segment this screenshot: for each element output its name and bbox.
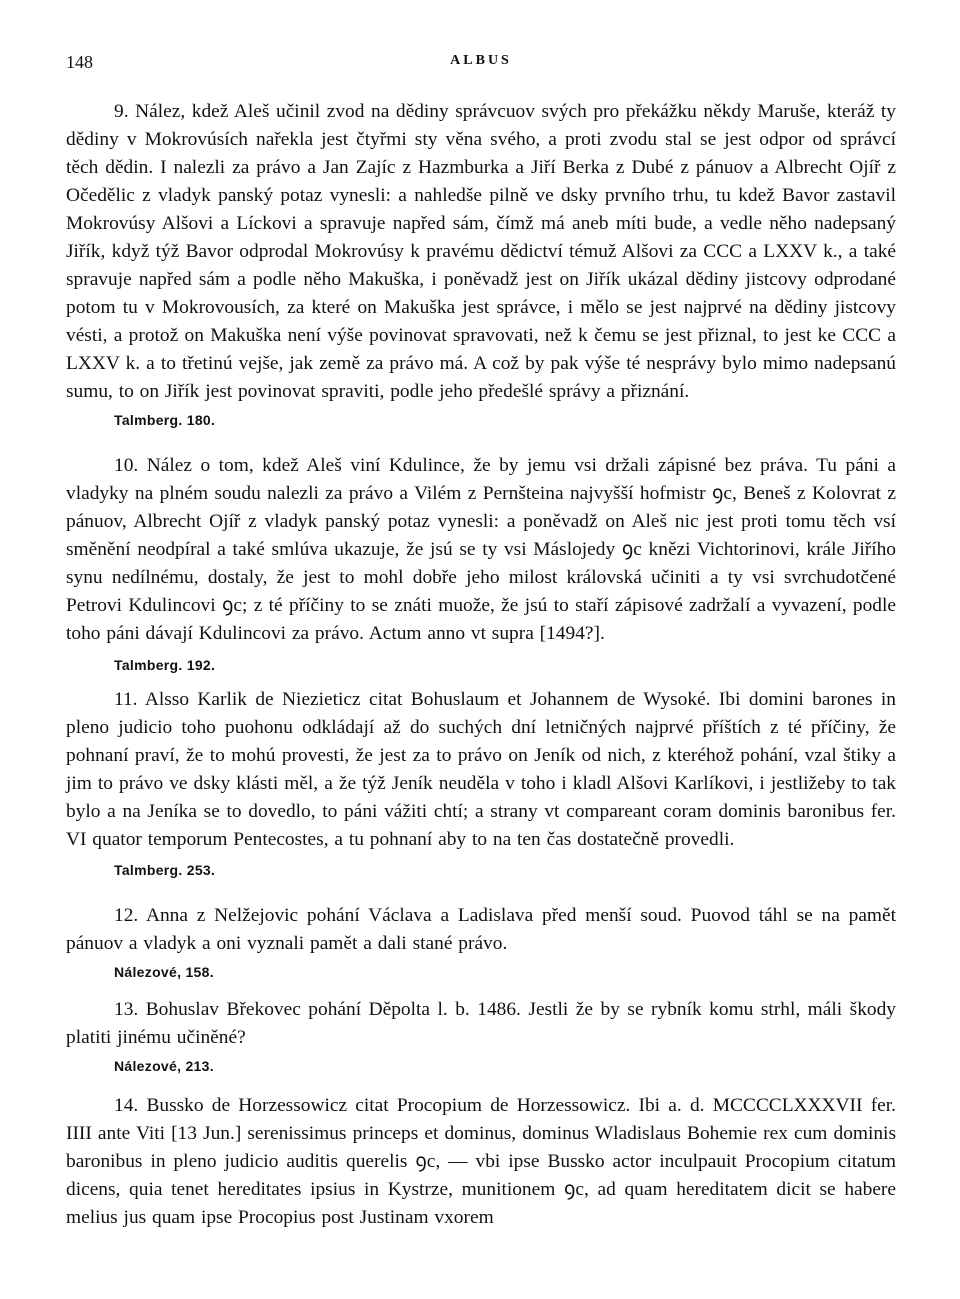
page-number: 148 (66, 52, 93, 72)
entry-source: Talmberg. 192. (114, 657, 216, 673)
entry-text: 11. Alsso Karlik de Niezieticz citat Bohuslaum et Johannem de Wysoké. Ibi domini barones in pleno judicio toho puohonu odkládají až do suchých dní letničných najprvé příštích z té příčiny, že pohnaní praví, že to mohú provesti, že jest za to právo on Jeník od nich, z kteréhož pohání, vzal štiky a jim to právo ve dsky klásti měl, a že týž Jeník neuděla v toho i kladl Alšovi Karlíkovi, i jestližeby to tak bylo a na Jeníka se to dovedlo, to páni vážiti chtí; a strany vt compareant coram dominis baronibus fer. VI quator temporum Pentecostes, a tu pohnaní aby to na ten čas dostatečně provedli. (66, 689, 896, 850)
entry-source: Talmberg. 180. (114, 412, 216, 428)
entry-text: 9. Nález, kdež Aleš učinil zvod na dědiny správcuov svých pro překážku někdy Maruše, kteráž ty dědiny v Mokrovúsích nařekla jest čtyřmi sty věna svého, a proti zvodu stal se jest odpor od správcí těch dědin. I nalezli za právo a Jan Zajíc z Hazmburka a Jiří Berka z Dubé z pánuov a Albrecht Ojíř z Očedělic z vladyk panský potaz vynesli: a nahledše pilně ve dsky prvního trhu, tu kdež Bavor zastavil Mokrovúsy Alšovi a Líckovi a spravuje napřed sám, čímž má aneb míti bude, a vedle něho nadepsaný Jiřík, když týž Bavor odprodal Mokrovúsy k pravému dědictví témuž Alšovi za CCC a LXXV k., a také spravuje napřed sám a podle něho Makuška, i poněvadž jest on Jiřík ukázal dědiny jistcovy odprodané potom tu v Mokrovousích, za které on Makuška jest správce, i mělo se jest najprvé na dědiny jistcovy vésti, a protož on Makuška není výše povinovat spravovati, než k čemu se jest přiznal, to jest ke CCC a LXXV k. a to třetinú vejše, jak země za právo má. A což by pak výše té nesprávy bylo mimo nadepsanú sumu, to on Jiřík jest povinovat spraviti, podle jeho předešlé správy a přiznání. (66, 101, 896, 402)
entry-12 (66, 902, 896, 982)
entry-13 (66, 996, 896, 1076)
running-title: ALBUS (450, 53, 512, 68)
entry-10 (66, 452, 896, 675)
page-header (66, 52, 896, 76)
entry-text: 14. Bussko de Horzessowicz citat Procopium de Horzessowicz. Ibi a. d. MCCCCLXXXVII fer. IIII ante Viti [13 Jun.] serenissimus princeps et dominus, dominus Wladislaus Bohemie rex cum dominis baronibus in pleno judicio auditis querelis ꝯc, — vbi ipse Bussko actor inculpauit Procopium citatum dicens, quia tenet hereditates ipsius in Kystrze, munitionem ꝯc, ad quam hereditatem dicit se habere melius jus quam ipse Procopius post Justinam vxorem (66, 1095, 896, 1228)
entry-9 (66, 98, 896, 430)
entry-source: Nálezové, 213. (114, 1058, 214, 1074)
entry-14 (66, 1092, 896, 1232)
entry-text: 12. Anna z Nelžejovic pohání Václava a Ladislava před menší soud. Puovod táhl se na pamět pánuov a vladyk a oni vyznali pamět a dali stané právo. (66, 905, 896, 954)
entry-source: Talmberg. 253. (114, 862, 216, 878)
entry-text: 13. Bohuslav Břekovec pohání Děpolta l. b. 1486. Jestli že by se rybník komu strhl, máli škody platiti jinému učiněné? (66, 999, 896, 1048)
entry-11 (66, 686, 896, 880)
entry-text: 10. Nález o tom, kdež Aleš viní Kdulince, že by jemu vsi držali zápisné bez práva. Tu páni a vladyky na plném soudu nalezli za právo a Vilém z Pernšteina najvyšší hofmistr ꝯc, Beneš z Kolovrat z pánuov, Albrecht Ojíř z vladyk panský potaz vynesli: a poněvadž on Aleš nic jest proti tomu těch vsí směnění neodpíral a také smlúva ukazuje, že jsú se ty vsi Máslojedy ꝯc knězi Vichtorinovi, krále Jiřího synu nedílnému, dostaly, že jest to mohl dobře jeho milost královská učiniti a ty vsi svrchudotčené Petrovi Kdulincovi ꝯc; z té příčiny to se znáti muože, že jsú to staří zápisové zadržalí a vyvazení, podle toho páni dávají Kdulincovi za právo. Actum anno vt supra [1494?]. (66, 455, 896, 644)
entry-source: Nálezové, 158. (114, 964, 214, 980)
